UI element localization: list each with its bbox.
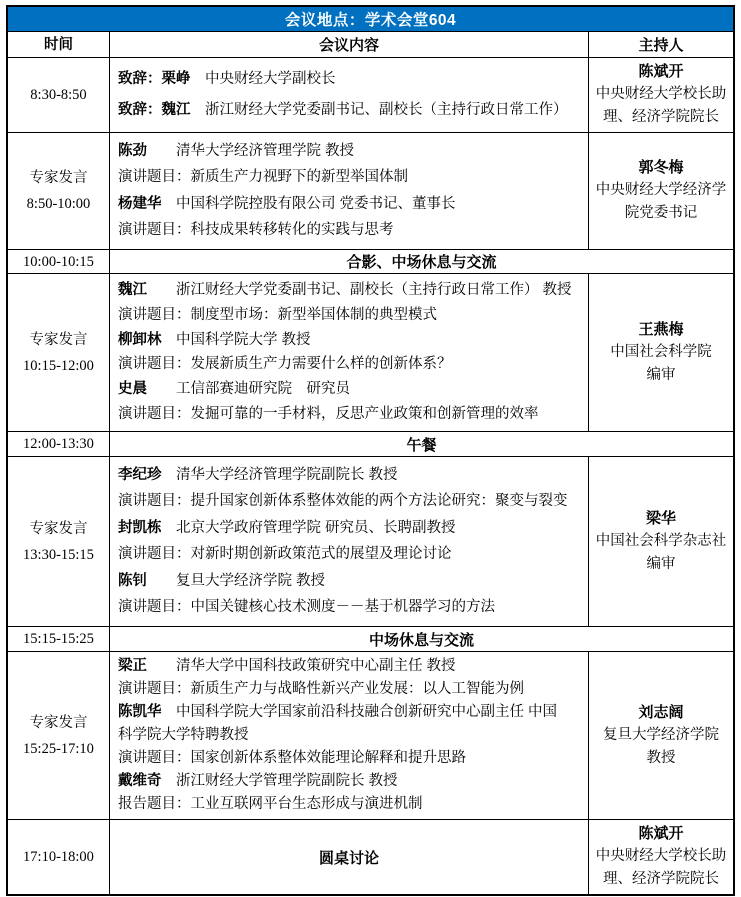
break-label-cell bbox=[109, 432, 733, 456]
talk-title-line bbox=[118, 166, 580, 189]
time-line: 15:25-17:10 bbox=[23, 740, 94, 757]
break-label: 午餐 bbox=[406, 436, 437, 454]
line-text: 北京大学政府管理学院 研究员、长聘副教授 bbox=[161, 519, 456, 536]
talk-title-line bbox=[118, 793, 580, 816]
speaker-name: 魏江 bbox=[118, 281, 147, 298]
venue-banner-title: 会议地点：学术会堂604 bbox=[284, 12, 457, 29]
speaker-line bbox=[118, 99, 580, 122]
column-header-row bbox=[8, 31, 733, 57]
schedule-rows bbox=[8, 57, 733, 894]
line-text: 演讲题目：新质生产力与战略性新兴产业发展：以人工智能为例 bbox=[118, 681, 524, 697]
speaker-line bbox=[118, 517, 580, 540]
time-cell bbox=[8, 432, 109, 456]
session-row bbox=[8, 132, 733, 249]
break-row bbox=[8, 249, 733, 273]
speaker-line bbox=[118, 193, 580, 216]
host-name: 王燕梅 bbox=[638, 320, 684, 338]
time-line: 专家发言 bbox=[29, 714, 88, 731]
roundtable-label-cell bbox=[109, 820, 588, 894]
time-cell bbox=[8, 58, 109, 132]
time-cell bbox=[8, 250, 109, 273]
content-cell bbox=[109, 274, 588, 431]
conference-schedule-table bbox=[6, 5, 735, 896]
line-text: 报告题目：工业互联网平台生态形成与演进机制 bbox=[118, 796, 423, 812]
time-line: 10:15-12:00 bbox=[23, 357, 94, 374]
host-cell bbox=[588, 820, 733, 894]
time-line: 8:50-10:00 bbox=[26, 196, 91, 212]
line-text: 中国科学院大学 教授 bbox=[161, 331, 311, 348]
host-org-line: 教授 bbox=[646, 749, 676, 766]
time-cell bbox=[8, 457, 109, 626]
line-text: 清华大学中国科技政策研究中心副主任 教授 bbox=[147, 658, 456, 674]
roundtable-row bbox=[8, 819, 733, 894]
time-line: 10:00-10:15 bbox=[23, 253, 94, 270]
host-org-line: 编审 bbox=[646, 366, 676, 383]
time-column-header: 时间 bbox=[44, 36, 73, 53]
speaker-name: 致辞：魏江 bbox=[118, 101, 191, 118]
host-cell bbox=[588, 652, 733, 819]
time-line: 专家发言 bbox=[29, 170, 88, 186]
talk-title-line bbox=[118, 353, 580, 376]
line-text: 浙江财经大学党委副书记、副校长（主持行政日常工作） 教授 bbox=[147, 281, 572, 298]
speaker-name: 戴维奇 bbox=[118, 773, 162, 789]
time-line: 13:30-15:15 bbox=[23, 546, 94, 563]
speaker-line bbox=[118, 68, 580, 91]
speaker-line bbox=[118, 770, 580, 793]
content-cell bbox=[109, 457, 588, 626]
speaker-name: 陈凯华 bbox=[118, 704, 162, 720]
host-org-line: 院党委书记 bbox=[624, 205, 698, 221]
break-label: 中场休息与交流 bbox=[368, 631, 474, 649]
speaker-line bbox=[118, 378, 580, 401]
line-text: 浙江财经大学党委副书记、副校长（主持行政日常工作） bbox=[190, 101, 568, 118]
line-text: 演讲题目：中国关键核心技术测度－－基于机器学习的方法 bbox=[118, 599, 495, 616]
content-cell bbox=[109, 58, 588, 132]
line-text: 中央财经大学副校长 bbox=[190, 71, 336, 88]
speaker-name: 史晨 bbox=[118, 381, 147, 398]
host-name: 梁华 bbox=[645, 509, 676, 527]
line-text: 演讲题目：制度型市场：新型举国体制的典型模式 bbox=[118, 306, 437, 323]
content-cell bbox=[109, 652, 588, 819]
speaker-line bbox=[118, 655, 580, 678]
host-org-line: 复旦大学经济学院 bbox=[603, 726, 719, 743]
host-org-line: 中央财经大学经济学 bbox=[595, 182, 727, 198]
time-line: 8:30-8:50 bbox=[30, 87, 87, 103]
speaker-name: 陈劲 bbox=[118, 142, 147, 159]
speaker-line bbox=[118, 329, 580, 352]
line-text: 演讲题目：国家创新体系整体效能理论解释和提升思路 bbox=[118, 750, 466, 766]
host-cell bbox=[588, 274, 733, 431]
line-text: 科学院大学特聘教授 bbox=[118, 727, 249, 743]
speaker-name: 李纪珍 bbox=[118, 466, 162, 483]
venue-banner bbox=[8, 7, 733, 31]
speaker-name: 致辞：栗峥 bbox=[118, 71, 191, 88]
time-cell bbox=[8, 274, 109, 431]
talk-title-line bbox=[118, 596, 580, 619]
line-text: 清华大学经济管理学院 教授 bbox=[147, 142, 355, 159]
talk-title-line bbox=[118, 304, 580, 327]
line-text: 演讲题目：发掘可靠的一手材料，反思产业政策和创新管理的效率 bbox=[118, 406, 539, 423]
talk-title-line bbox=[118, 219, 580, 242]
line-text: 浙江财经大学管理学院副院长 教授 bbox=[161, 773, 398, 789]
speaker-line bbox=[118, 570, 580, 593]
time-cell bbox=[8, 627, 109, 651]
session-row bbox=[8, 651, 733, 819]
line-text: 演讲题目：提升国家创新体系整体效能的两个方法论研究：聚变与裂变 bbox=[118, 493, 568, 510]
break-label-cell bbox=[109, 627, 733, 651]
host-org-line: 理、经济学院院长 bbox=[603, 871, 719, 887]
host-column-header: 主持人 bbox=[588, 32, 733, 57]
speaker-line bbox=[118, 701, 580, 724]
host-cell bbox=[588, 133, 733, 249]
talk-title-line bbox=[118, 747, 580, 770]
host-name: 刘志阔 bbox=[638, 703, 684, 721]
speaker-line bbox=[118, 464, 580, 487]
talk-title-line bbox=[118, 724, 580, 747]
talk-title-line bbox=[118, 678, 580, 701]
host-org-line: 中央财经大学校长助 bbox=[595, 86, 727, 102]
speaker-name: 封凯栋 bbox=[118, 519, 162, 536]
speaker-name: 梁正 bbox=[118, 658, 147, 674]
talk-title-line bbox=[118, 543, 580, 566]
speaker-name: 杨建华 bbox=[118, 195, 162, 212]
host-org-line: 中国社会科学杂志社 bbox=[595, 532, 727, 549]
content-column-header: 会议内容 bbox=[109, 32, 588, 57]
host-org-line: 中国社会科学院 bbox=[610, 343, 712, 360]
time-line: 专家发言 bbox=[29, 331, 88, 348]
break-label: 合影、中场休息与交流 bbox=[346, 254, 497, 271]
host-name: 陈斌开 bbox=[638, 63, 684, 80]
talk-title-line bbox=[118, 490, 580, 513]
session-row bbox=[8, 456, 733, 626]
speaker-line bbox=[118, 279, 580, 302]
speaker-name: 陈钊 bbox=[118, 572, 147, 589]
content-cell bbox=[109, 133, 588, 249]
host-org-line: 编审 bbox=[646, 555, 676, 572]
line-text: 演讲题目：新质生产力视野下的新型举国体制 bbox=[118, 169, 408, 186]
time-cell bbox=[8, 652, 109, 819]
host-org-line: 中央财经大学校长助 bbox=[595, 848, 727, 864]
roundtable-label: 圆桌讨论 bbox=[318, 849, 379, 867]
session-row bbox=[8, 273, 733, 431]
time-line: 专家发言 bbox=[29, 520, 88, 537]
line-text: 中国科学院控股有限公司 党委书记、董事长 bbox=[161, 195, 456, 212]
line-text: 复旦大学经济学院 教授 bbox=[147, 572, 326, 589]
line-text: 演讲题目：对新时期创新政策范式的展望及理论讨论 bbox=[118, 546, 452, 563]
time-line: 12:00-13:30 bbox=[23, 436, 94, 452]
break-row bbox=[8, 431, 733, 456]
session-row bbox=[8, 57, 733, 132]
break-label-cell bbox=[109, 250, 733, 273]
time-line: 15:15-15:25 bbox=[23, 631, 94, 647]
time-cell bbox=[8, 133, 109, 249]
speaker-line bbox=[118, 140, 580, 163]
host-name: 郭冬梅 bbox=[638, 159, 684, 176]
speaker-name: 柳卸林 bbox=[118, 331, 162, 348]
line-text: 中国科学院大学国家前沿科技融合创新研究中心副主任 中国 bbox=[161, 704, 558, 720]
time-cell bbox=[8, 820, 109, 894]
host-name: 陈斌开 bbox=[638, 825, 684, 842]
line-text: 工信部赛迪研究院 研究员 bbox=[147, 381, 350, 398]
line-text: 演讲题目：科技成果转移转化的实践与思考 bbox=[118, 222, 394, 239]
time-line: 17:10-18:00 bbox=[23, 849, 94, 865]
host-cell bbox=[588, 58, 733, 132]
host-cell bbox=[588, 457, 733, 626]
line-text: 演讲题目：发展新质生产力需要什么样的创新体系？ bbox=[118, 356, 452, 373]
talk-title-line bbox=[118, 403, 580, 426]
break-row bbox=[8, 626, 733, 651]
line-text: 清华大学经济管理学院副院长 教授 bbox=[161, 466, 398, 483]
host-org-line: 理、经济学院院长 bbox=[603, 109, 719, 125]
